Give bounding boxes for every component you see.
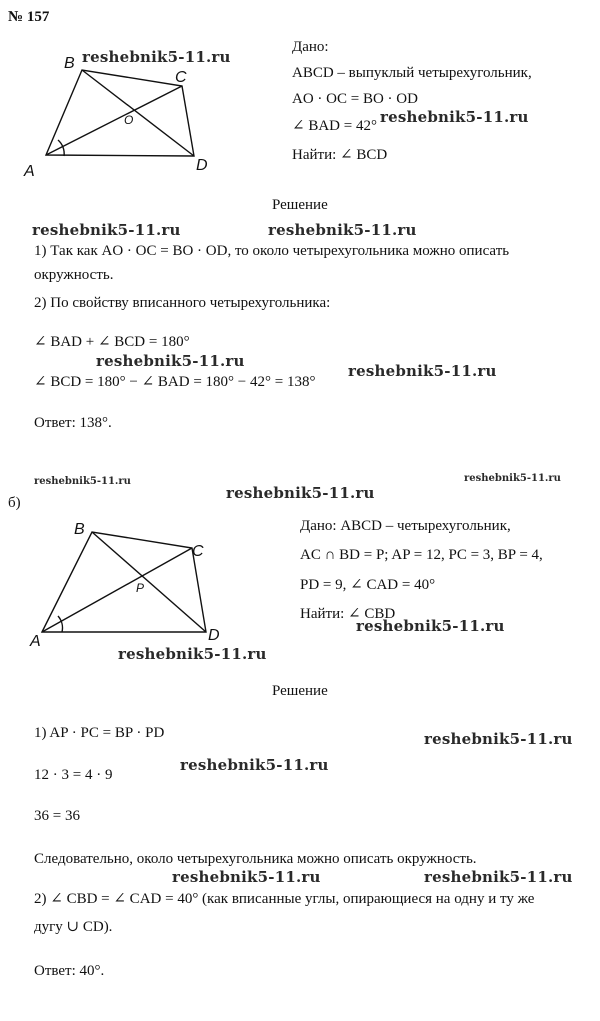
watermark: reshebnik5-11.ru	[226, 484, 375, 502]
calc-b: 12 · 3 = 4 · 9	[34, 767, 113, 783]
given-b-2: AC ∩ BD = P; AP = 12, PC = 3, BP = 4,	[300, 547, 543, 563]
solution-title-b: Решение	[272, 683, 328, 699]
watermark: reshebnik5-11.ru	[424, 730, 573, 748]
watermark: reshebnik5-11.ru	[348, 362, 497, 380]
label-a-D: D	[196, 157, 208, 174]
part-b-label: б)	[8, 495, 21, 511]
label-b-D: D	[208, 627, 220, 644]
eq2-a: ∠ BCD = 180° − ∠ BAD = 180° − 42° = 138°	[34, 374, 316, 390]
label-b-C: C	[192, 543, 204, 560]
label-a-B: B	[64, 55, 75, 72]
find-a: Найти: ∠ BCD	[292, 147, 388, 163]
step1-b: 1) AP · PC = BP · PD	[34, 725, 165, 741]
given-a-1: ABCD – выпуклый четырехугольник,	[292, 65, 532, 81]
watermark: reshebnik5-11.ru	[118, 645, 267, 663]
label-a-A: A	[24, 163, 35, 180]
label-b-A: A	[30, 633, 41, 650]
label-a-C: C	[175, 69, 187, 86]
watermark: reshebnik5-11.ru	[32, 221, 181, 239]
step2-b-line1: 2) ∠ CBD = ∠ CAD = 40° (как вписанные углы, опирающиеся на одну и ту же	[34, 891, 535, 907]
given-a-3: ∠ BAD = 42°	[292, 118, 377, 134]
given-a-2: AO · OC = BO · OD	[292, 91, 418, 107]
watermark: reshebnik5-11.ru	[268, 221, 417, 239]
given-title-a: Дано:	[292, 39, 329, 55]
result-b: 36 = 36	[34, 808, 80, 824]
step2-a: 2) По свойству вписанного четырехугольника:	[34, 295, 331, 311]
watermark: reshebnik5-11.ru	[356, 617, 505, 635]
eq1-a: ∠ BAD + ∠ BCD = 180°	[34, 334, 190, 350]
label-a-O: O	[124, 113, 134, 127]
given-b-1: Дано: ABCD – четырехугольник,	[300, 518, 511, 534]
find-b: Найти: ∠ CBD	[300, 606, 396, 622]
problem-number: № 157	[8, 9, 50, 25]
watermark: reshebnik5-11.ru	[180, 756, 329, 774]
step2-b-line2: дугу ∪ CD).	[34, 919, 113, 935]
answer-a: Ответ: 138°.	[34, 415, 112, 431]
watermark: reshebnik5-11.ru	[424, 868, 573, 886]
label-b-B: B	[74, 521, 85, 538]
label-b-P: P	[136, 581, 145, 595]
watermark: reshebnik5-11.ru	[82, 48, 231, 66]
watermark: reshebnik5-11.ru	[96, 352, 245, 370]
given-b-3: PD = 9, ∠ CAD = 40°	[300, 577, 436, 593]
conclusion-b: Следовательно, около четырехугольника можно описать окружность.	[34, 851, 477, 867]
watermark: reshebnik5-11.ru	[34, 476, 131, 487]
answer-b: Ответ: 40°.	[34, 963, 105, 979]
watermark: reshebnik5-11.ru	[380, 108, 529, 126]
watermark: reshebnik5-11.ru	[172, 868, 321, 886]
watermark: reshebnik5-11.ru	[464, 473, 561, 484]
step1-a-line1: 1) Так как AO · OC = BO · OD, то около четырехугольника можно описать	[34, 243, 510, 259]
step1-a-line2: окружность.	[34, 267, 114, 283]
solution-title-a: Решение	[272, 197, 328, 213]
